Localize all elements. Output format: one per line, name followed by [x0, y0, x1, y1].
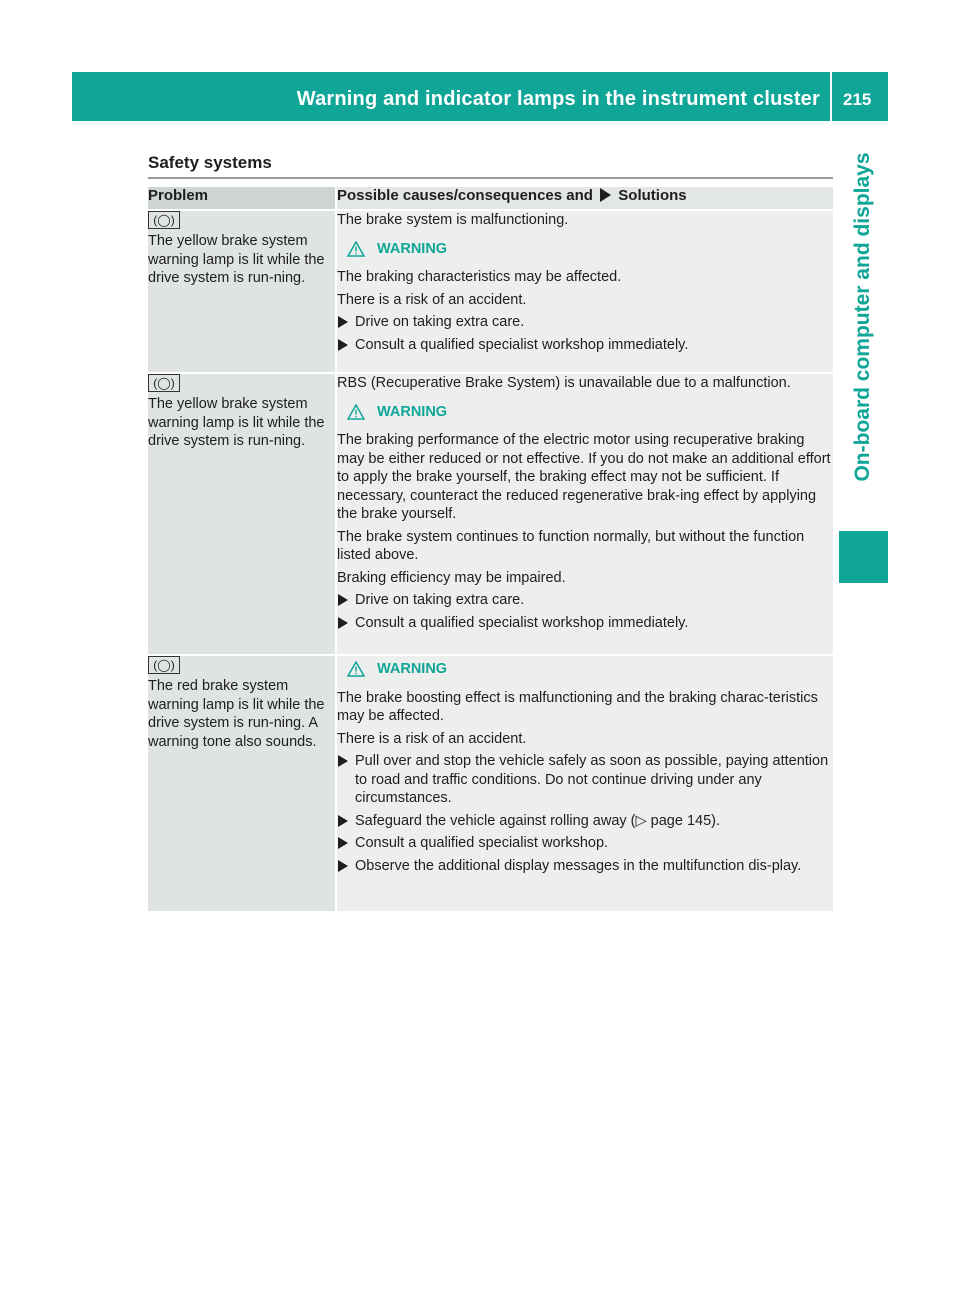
warning-triangle-icon: [347, 404, 365, 420]
problem-cell: [148, 373, 336, 655]
warning-label: WARNING: [377, 403, 448, 420]
solution-cell: [336, 210, 833, 373]
bullet-arrow-icon: [338, 815, 348, 827]
warning-heading: [347, 660, 833, 679]
header-divider: [830, 72, 832, 121]
section-divider: [148, 177, 833, 179]
warning-text: The braking performance of the electric motor using recuperative braking may be either reduced or not effective. If you do not make an additional effort to apply the brake yourself, the braking effect may not be sufficient. If necessary, counteract the reduced regenerative brak-ing effect by applying the brake yourself.: [337, 432, 831, 522]
warning-triangle-icon: [347, 661, 365, 677]
action-item: [337, 857, 833, 876]
action-item: [337, 591, 833, 610]
action-text[interactable]: Safeguard the vehicle against rolling away (▷ page 145).: [355, 812, 721, 829]
table-row: [148, 655, 833, 911]
warning-text: The brake boosting effect is malfunctioning and the braking charac-teristics may be affected.: [337, 689, 818, 724]
action-item: [337, 812, 833, 831]
lamp-table: [148, 187, 833, 911]
arrow-right-icon: [600, 188, 611, 202]
chapter-title: Warning and indicator lamps in the instrument cluster: [296, 88, 820, 110]
action-text: Consult a qualified specialist workshop immediately.: [355, 614, 689, 631]
action-text: Consult a qualified specialist workshop.: [355, 835, 609, 851]
page-number: 215: [843, 90, 872, 109]
action-text: Observe the additional display messages in the multifunction dis-play.: [355, 857, 802, 874]
cause-text: The brake system is malfunctioning.: [337, 212, 569, 228]
action-text: Drive on taking extra care.: [355, 314, 525, 330]
action-item: [337, 614, 833, 633]
action-item: [337, 834, 833, 853]
action-item: [337, 752, 833, 808]
brake-warning-lamp-icon: (◯): [148, 656, 180, 674]
header-solutions: [336, 187, 833, 210]
problem-cell: [148, 210, 336, 373]
header-solutions-suffix: Solutions: [618, 187, 687, 204]
problem-text: The yellow brake system warning lamp is lit while the drive system is run-ning.: [148, 396, 325, 449]
header-solutions-prefix: Possible causes/consequences and: [337, 187, 593, 204]
table-header-row: [148, 187, 833, 210]
warning-heading: [347, 403, 833, 422]
bullet-arrow-icon: [338, 339, 348, 351]
side-tab-marker: [839, 531, 888, 583]
action-text: Pull over and stop the vehicle safely as soon as possible, paying attention to road and traffic conditions. Do not continue driving under any circumstances.: [355, 753, 829, 806]
bullet-arrow-icon: [338, 617, 348, 629]
side-tab-label: On-board computer and displays: [851, 152, 874, 482]
solution-cell: [336, 373, 833, 655]
header-problem: Problem: [148, 187, 336, 210]
action-item: [337, 313, 833, 332]
section-title: Safety systems: [148, 153, 272, 172]
brake-warning-lamp-icon: (◯): [148, 374, 180, 392]
cause-text: RBS (Recuperative Brake System) is unavailable due to a malfunction.: [337, 375, 791, 391]
problem-text: The red brake system warning lamp is lit while the drive system is run-ning. A warning tone also sounds.: [148, 678, 325, 750]
action-item: [337, 336, 833, 355]
side-tab: [839, 121, 888, 513]
bullet-arrow-icon: [338, 755, 348, 767]
bullet-arrow-icon: [338, 316, 348, 328]
warning-text: There is a risk of an accident.: [337, 291, 527, 308]
warning-triangle-icon: [347, 241, 365, 257]
brake-warning-lamp-icon: (◯): [148, 211, 180, 229]
bullet-arrow-icon: [338, 594, 348, 606]
bullet-arrow-icon: [338, 860, 348, 872]
bullet-arrow-icon: [338, 837, 348, 849]
warning-text: Braking efficiency may be impaired.: [337, 569, 566, 586]
warning-text: There is a risk of an accident.: [337, 730, 527, 747]
action-text: Drive on taking extra care.: [355, 592, 525, 608]
warning-label: WARNING: [377, 661, 448, 677]
warning-text: The braking characteristics may be affected.: [337, 269, 622, 285]
problem-cell: [148, 655, 336, 911]
warning-label: WARNING: [377, 240, 448, 257]
solution-cell: [336, 655, 833, 911]
warning-text: The brake system continues to function normally, but without the function listed above.: [337, 528, 805, 563]
page-header: [72, 72, 888, 121]
warning-heading: [347, 240, 833, 259]
action-text: Consult a qualified specialist workshop immediately.: [355, 336, 689, 353]
table-row: [148, 373, 833, 655]
table-row: [148, 210, 833, 373]
problem-text: The yellow brake system warning lamp is lit while the drive system is run-ning.: [148, 233, 325, 286]
